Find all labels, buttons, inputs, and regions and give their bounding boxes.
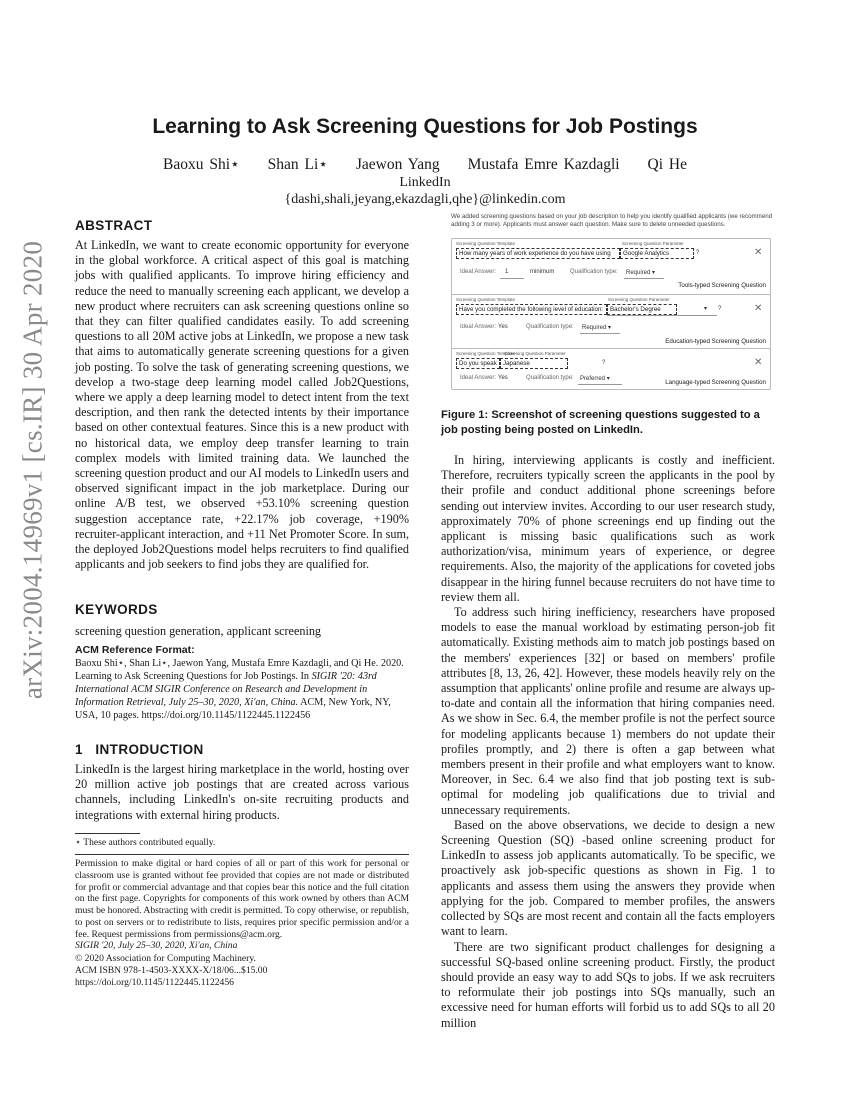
screening-question-card [451, 294, 771, 350]
chevron-down-icon: ▾ [608, 325, 612, 331]
select-underline [624, 278, 664, 279]
question-template-field[interactable]: How many years of work experience do you have using [456, 248, 620, 259]
qualification-type-label: Qualification type: [570, 269, 618, 275]
keywords-heading: KEYWORDS [75, 602, 158, 617]
doi-line: https://doi.org/10.1145/1122445.1122456 [75, 977, 234, 988]
arxiv-identifier [8, 220, 58, 720]
acm-reference-body: 2020. Learning to Ask Screening Questions for Job Postings. In [75, 658, 404, 682]
acm-reference-text [75, 657, 409, 722]
question-parameter-field[interactable]: Japanese [500, 358, 568, 369]
section-number: 1 [75, 742, 83, 757]
select-underline [578, 384, 622, 385]
abstract-text: At LinkedIn, we want to create economic opportunity for everyone in the global workforce. A critical aspect of this goal is matching jobs with qualified applicants. To improve hiring efficiency and reduce the need to manually screening each applicant, we develop a new product where recruiters can ask screening questions online so that they can filter qualified candidates easily. To add screening questions to all 20M active jobs at LinkedIn, we propose a new task that aims to automatically generate screening questions for a given job posting. To solve the task of generating screening questions, we develop a two-stage deep learning model called Job2Questions, where we apply a deep learning model to detect intent from the text description, and then rank the detected intents by their importance based on other contextual features. Since this is a new product with no historical data, we employ deep transfer learning to train complex models with limited training data. We launched the screening question product and our AI models to LinkedIn users and observed significant impact in the job marketplace. During our online A/B test, we observed +53.10% screening question suggestion acceptance rate, +22.17% job coverage, +190% recruiter-applicant interaction, and +11 Net Promoter Score. In sum, the deployed Job2Questions model helps recruiters to find qualified applicants and job seekers to find jobs they are qualified for. [75, 238, 409, 572]
author-name: Baoxu Shi⋆ [163, 156, 240, 173]
ideal-answer-label: Ideal Answer: [460, 324, 497, 330]
parameter-label: Screening Question Parameter [608, 297, 670, 302]
paragraph: There are two significant product challenges for designing a successful SQ-based online screening product. Firstly, the product should provide an easy way to add SQs to jobs. If we ask recruiters to reformulate their job postings into SQs manually, such an excessive need for human efforts will forbid us to add SQs to all 20 million [441, 939, 775, 1030]
acm-reference-authors: Baoxu Shi⋆, Shan Li⋆, Jaewon Yang, Mustafa Emre Kazdagli, and Qi He. [75, 658, 379, 669]
author-name: Jaewon Yang [355, 156, 440, 173]
figure-intro-text: We added screening questions based on your job description to help you identify qualified applicants (we recommend adding 3 or more). Applicants must answer each question. Make sure to delete unneeded questions. [451, 213, 773, 228]
question-type-label: Education-typed Screening Question [665, 338, 766, 345]
chevron-down-icon: ▾ [606, 376, 610, 382]
copyright-divider [75, 854, 409, 855]
answer-underline [500, 278, 524, 279]
author-emails: {dashi,shali,jeyang,ekazdagli,qhe}@linkedin.com [284, 192, 566, 207]
question-type-label: Language-typed Screening Question [665, 379, 766, 386]
figure-1-screenshot [443, 210, 777, 400]
footnote: ⋆ These authors contributed equally. [75, 837, 216, 848]
chevron-down-icon: ▾ [652, 270, 656, 276]
qualification-type-value: Required [626, 270, 651, 276]
question-type-label: Tools-typed Screening Question [678, 282, 766, 289]
question-template-field[interactable]: Have you completed the following level of education: [456, 304, 607, 315]
body-text [441, 453, 775, 1031]
chevron-down-icon[interactable]: ▾ [704, 306, 708, 312]
qualification-type-select[interactable] [626, 269, 655, 276]
qualification-type-value: Required [582, 325, 607, 331]
qualification-type-select[interactable] [582, 324, 611, 331]
isbn-line: ACM ISBN 978-1-4503-XXXX-X/18/06...$15.00 [75, 965, 268, 976]
acm-reference-heading: ACM Reference Format: [75, 644, 195, 656]
footnote-divider [75, 833, 140, 834]
arxiv-identifier-text: arXiv:2004.14969v1 [cs.IR] 30 Apr 2020 [17, 240, 48, 700]
copyright-conference [75, 940, 409, 952]
ideal-answer-label: Ideal Answer: [460, 269, 497, 275]
paragraph: Based on the above observations, we decide to design a new Screening Question (SQ) -based online screening product for LinkedIn to assess job applicants automatically. To be specific, we proactively ask job-specific questions as shown in Fig. 1 to applicants and assess them using the answers they provide when applying for the job. Compared to member profiles, the answers collected by SQs are most recent and contain all the facts employers want to learn. [441, 817, 775, 939]
screening-question-card [451, 238, 771, 296]
paper-title: Learning to Ask Screening Questions for Job Postings [152, 115, 698, 138]
acm-reference-venue: SIGIR '20: 43rd International ACM SIGIR Conference on Research and Development in Information Retrieval, July 25–30, 2020, Xi'an, China. [75, 671, 377, 708]
ideal-answer-label: Ideal Answer: [460, 375, 497, 381]
keywords-text: screening question generation, applicant screening [75, 624, 322, 638]
author-affiliation: LinkedIn [399, 175, 451, 190]
section-title: INTRODUCTION [95, 742, 204, 757]
template-label: Screening Question Template [456, 297, 515, 302]
qualification-type-label: Qualification type: [526, 324, 574, 330]
acm-reference-tail: ACM, New York, NY, USA, 10 pages. https://doi.org/10.1145/1122445.1122456 [75, 697, 391, 721]
parameter-underline [607, 315, 717, 316]
author-name: Shan Li⋆ [267, 156, 328, 173]
ideal-answer-value[interactable]: Yes [498, 324, 508, 330]
copyright-permission: Permission to make digital or hard copies of all or part of this work for personal or classroom use is granted without fee provided that copies are not made or distributed for profit or commercial advantage and that copies bear this notice and the full citation on the first page. Copyrights for components of this work owned by others than ACM must be honored. Abstracting with credit is permitted. To copy otherwise, or republish, to post on servers or to redistribute to lists, requires prior specific permission and/or a fee. Request permissions from permissions@acm.org. [75, 858, 409, 940]
screening-question-card [451, 348, 771, 390]
question-parameter-field[interactable]: Google Analytics [620, 248, 694, 259]
copyright-line: © 2020 Association for Computing Machinery. [75, 953, 256, 964]
question-suffix: ? [602, 360, 606, 366]
template-label: Screening Question Template [456, 351, 515, 356]
author-name: Qi He [647, 156, 687, 173]
conference-line: SIGIR '20, July 25–30, 2020, Xi'an, China [75, 940, 238, 951]
qualification-type-label: Qualification type: [526, 375, 574, 381]
abstract-heading: ABSTRACT [75, 218, 153, 233]
question-suffix: ? [696, 250, 700, 256]
ideal-answer-value[interactable]: 1 [505, 269, 509, 275]
close-icon[interactable]: ✕ [754, 247, 763, 258]
question-suffix: ? [718, 306, 722, 312]
parameter-label: Screening Question Parameter [622, 241, 684, 246]
question-template-field[interactable]: Do you speak [456, 358, 500, 369]
close-icon[interactable]: ✕ [754, 303, 763, 314]
paragraph: In hiring, interviewing applicants is costly and inefficient. Therefore, recruiters typically screen the applicants in the pool by their profile and conduct additional phone screenings before sending out interview invites. According to our user research study, approximately 70% of phone screenings end up finding out the applicant is missing basic qualifications such as work authorization/visa, minimum years of experience, or degree requirements. Also, the majority of the applications for coveted jobs disappear in the hiring funnel because recruiters do not have time to review them all. [441, 453, 775, 604]
author-list [0, 155, 850, 174]
author-name: Mustafa Emre Kazdagli [467, 156, 620, 173]
parameter-label: Screening Question Parameter [504, 351, 566, 356]
question-parameter-field[interactable]: Bachelor's Degree [607, 304, 677, 315]
answer-unit: minimum [530, 269, 555, 275]
qualification-type-value: Preferred [580, 376, 606, 382]
introduction-heading [75, 742, 409, 757]
close-icon[interactable]: ✕ [754, 357, 763, 368]
ideal-answer-value[interactable]: Yes [498, 375, 508, 381]
introduction-text: LinkedIn is the largest hiring marketplace in the world, hosting over 20 million active job postings that are created across various channels, including LinkedIn's on-site recruiting products and integrations with external hiring products. [75, 762, 409, 822]
template-label: Screening Question Template [456, 241, 515, 246]
figure-1-caption: Figure 1: Screenshot of screening questions suggested to a job posting being posted on LinkedIn. [441, 409, 760, 436]
paragraph: To address such hiring inefficiency, researchers have proposed models to ease the manual workload by estimating person-job fit automatically. Existing methods aim to match job postings based on the members' experiences [32] or based on members' profile attributes [8, 13, 26, 42]. However, these models heavily rely on the assumption that applicants' online profile and resume are always up-to-date and contain all the information that hiring companies need. As we show in Sec. 6.4, the member profile is not the perfect source for modeling applicants because 1) members do not update their profiles promptly, and 2) there is often a gap between what members present in their profile and what employers want to know. Moreover, in Sec. 6.4 we also find that job posting text is sub-optimal for modeling job qualifications due to trivial and unnecessary requirements. [441, 605, 775, 817]
qualification-type-select[interactable] [580, 375, 610, 382]
select-underline [580, 333, 620, 334]
